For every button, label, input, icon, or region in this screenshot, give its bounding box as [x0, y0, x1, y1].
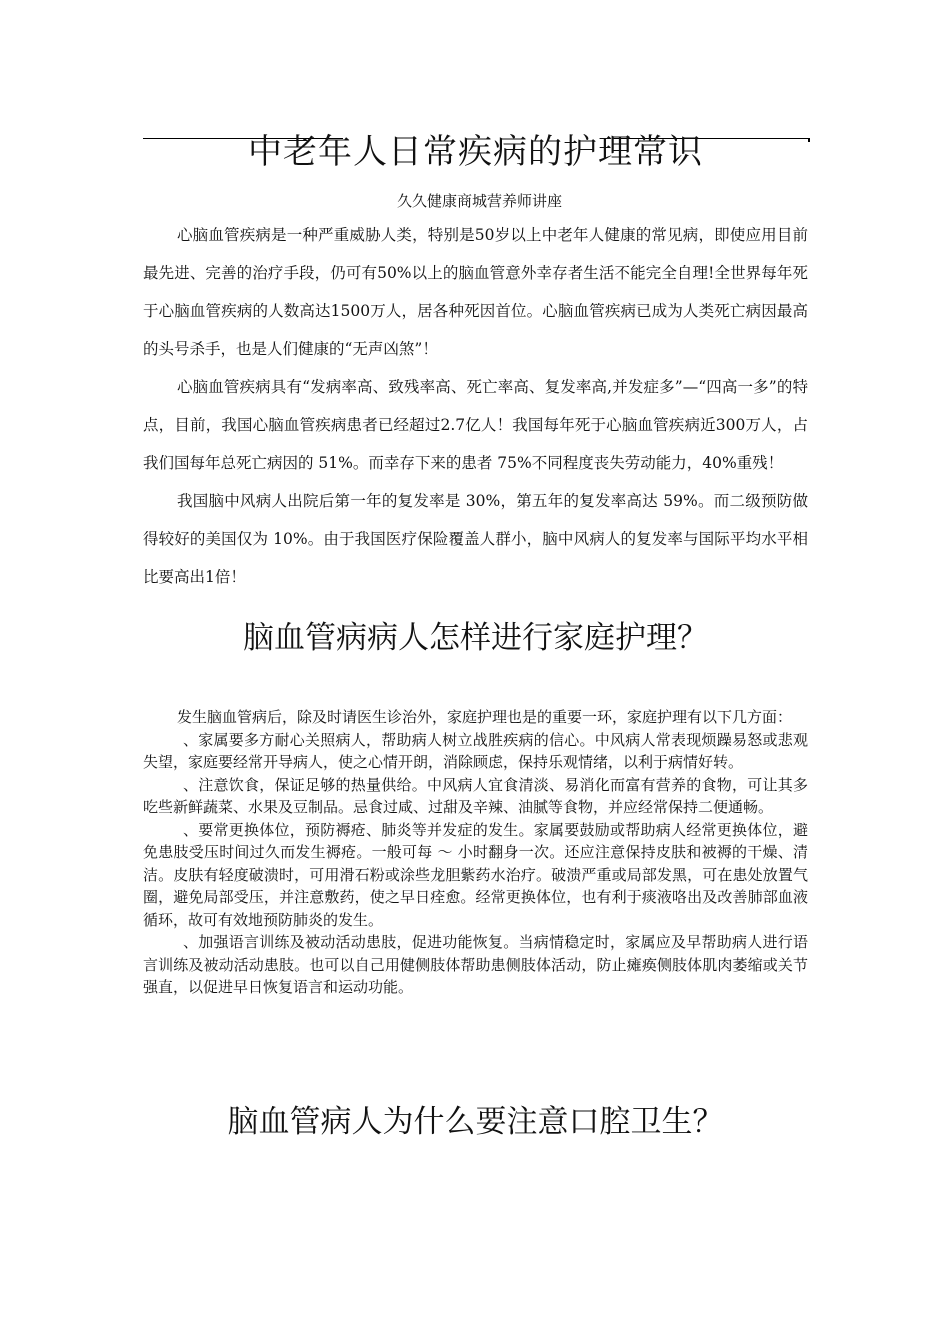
care-item: 、要常更换体位，预防褥疮、肺炎等并发症的发生。家属要鼓励或帮助病人经常更换体位，避免患肢受压时间过久而发生褥疮。一般可每 ～ 小时翻身一次。还应注意保持皮肤和被褥的干燥、清洁。皮肤有轻度破溃时，可用滑石粉或涂些龙胆紫药水治疗。破溃严重或局部发黑，可在患处放置气圈，避免局部受压，并注意敷药，使之早日痊愈。经常更换体位，也有利于痰液咯出及改善肺部血液循环，故可有效地预防肺炎的发生。 [143, 820, 808, 929]
intro-paragraph: 心脑血管疾病是一种严重威胁人类，特别是50岁以上中老年人健康的常见病，即使应用目前最先进、完善的治疗手段，仍可有50%以上的脑血管意外幸存者生活不能完全自理!全世界每年死于心脑血管疾病的人数高达1500万人，居各种死因首位。心脑血管疾病已成为人类死亡病因最高的头号杀手，也是人们健康的“无声凶煞”！ [143, 226, 808, 358]
care-item: 、注意饮食，保证足够的热量供给。中风病人宜食清淡、易消化而富有营养的食物，可让其多吃些新鲜蔬菜、水果及豆制品。忌食过咸、过甜及辛辣、油腻等食物，并应经常保持二便通畅。 [143, 775, 808, 816]
home-care-section [143, 706, 808, 999]
title-rule-tick [808, 138, 810, 142]
intro-paragraph: 我国脑中风病人出院后第一年的复发率是 30%，第五年的复发率高达 59%。而二级预防做得较好的美国仅为 10%。由于我国医疗保险覆盖人群小，脑中风病人的复发率与国际平均水平相比要高出1倍！ [143, 492, 808, 586]
intro-section [143, 216, 808, 596]
section-intro: 发生脑血管病后，除及时请医生诊治外，家庭护理也是的重要一环，家庭护理有以下几方面： [177, 708, 793, 726]
intro-paragraph: 心脑血管疾病具有“发病率高、致残率高、死亡率高、复发率高,并发症多”—“四高一多”的特点，目前，我国心脑血管疾病患者已经超过2.7亿人！我国每年死于心脑血管疾病近300万人，占我们国每年总死亡病因的 51%。而幸存下来的患者 75%不同程度丧失劳动能力，40%重残！ [143, 378, 808, 472]
section-heading-home-care: 脑血管病病人怎样进行家庭护理？ [243, 620, 708, 656]
care-item: 、加强语言训练及被动活动患肢，促进功能恢复。当病情稳定时，家属应及早帮助病人进行语言训练及被动活动患肢。也可以自己用健侧肢体帮助患侧肢体活动，防止瘫痪侧肢体肌肉萎缩或关节强直，以促进早日恢复语言和运动功能。 [143, 933, 808, 996]
page-title: 中老年人日常疾病的护理常识 [248, 132, 703, 172]
section-heading-oral-hygiene: 脑血管病人为什么要注意口腔卫生？ [227, 1104, 724, 1140]
care-item: 、家属要多方耐心关照病人，帮助病人树立战胜疾病的信心。中风病人常表现烦躁易怒或悲观失望，家庭要经常开导病人，使之心情开朗，消除顾虑，保持乐观情绪，以利于病情好转。 [143, 730, 808, 771]
page-subtitle: 久久健康商城营养师讲座 [396, 192, 562, 210]
